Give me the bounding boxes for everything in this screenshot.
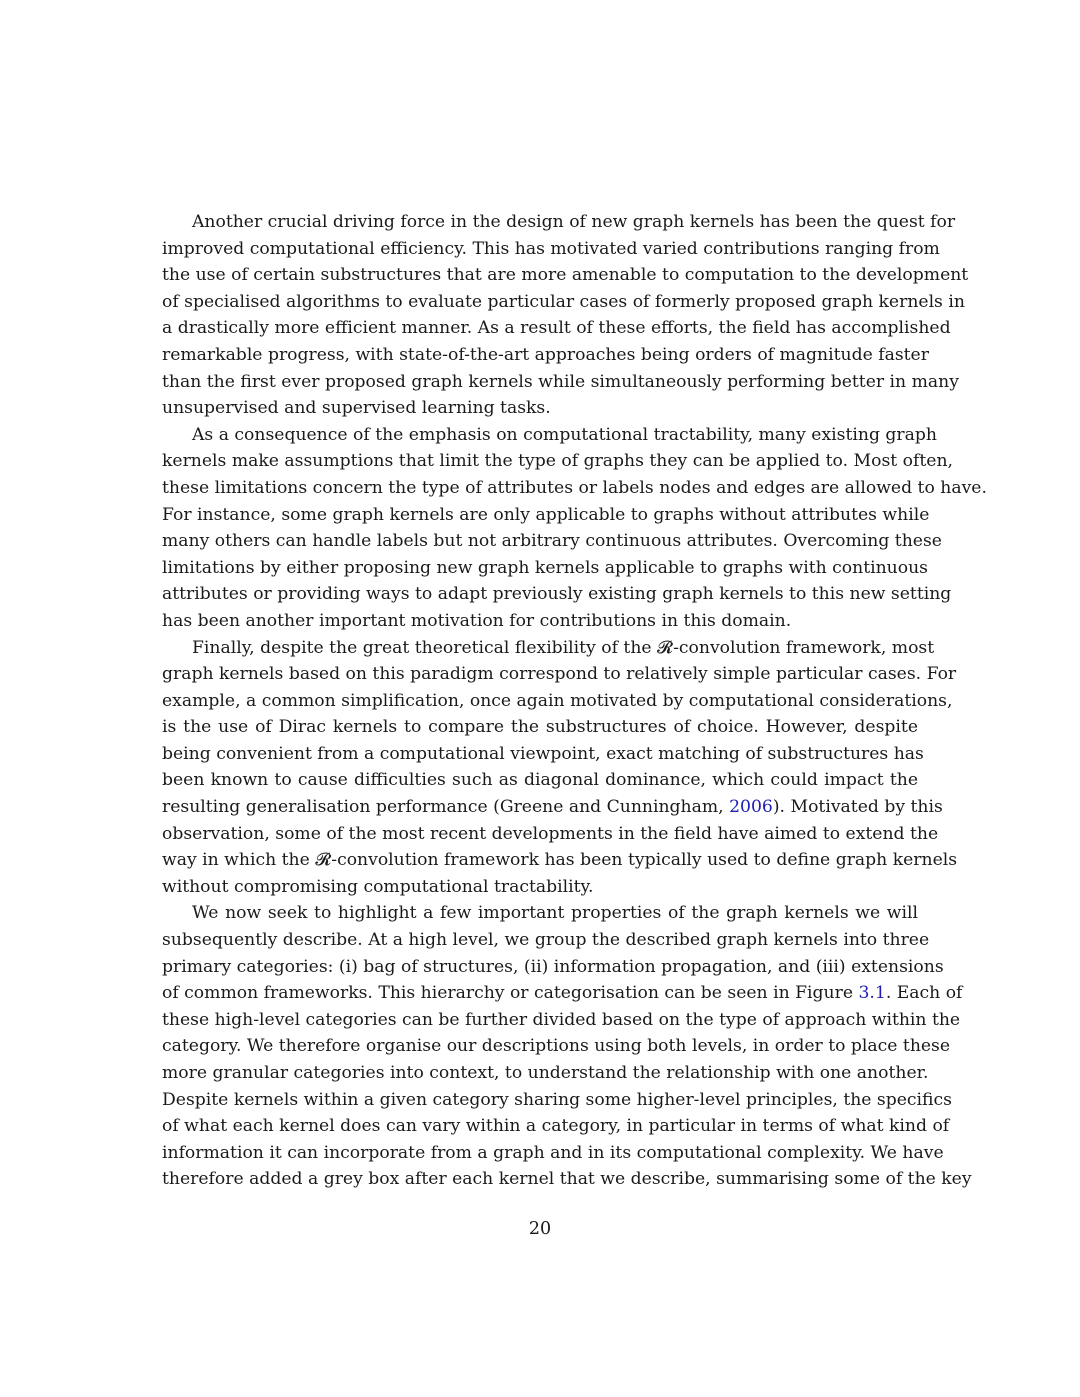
text-segment: ). Motivated by this (772, 797, 943, 818)
text-line: is the use of Dirac kernels to compare the substructures of choice. However, despite (162, 717, 918, 738)
text-line: Despite kernels within a given category sharing some higher-level principles, the specifics (162, 1089, 952, 1110)
text-line: limitations by either proposing new graph kernels applicable to graphs with continuous (162, 557, 928, 578)
paragraph (162, 900, 972, 1193)
text-line: remarkable progress, with state-of-the-art approaches being orders of magnitude faster (162, 344, 929, 365)
paragraph (162, 635, 958, 901)
text-line: subsequently describe. At a high level, we group the described graph kernels into three (162, 930, 930, 951)
text-line: primary categories: (i) bag of structures, (ii) information propagation, and (iii) extensions (162, 956, 944, 977)
page-number: 20 (528, 1219, 552, 1239)
text-line: without compromising computational tractability. (162, 876, 594, 897)
text-line (162, 980, 963, 1007)
text-line: We now seek to highlight a few important properties of the graph kernels we will (192, 903, 918, 924)
text-line: way in which the 𝓡-convolution framework has been typically used to define graph kernels (162, 850, 958, 871)
text-line: example, a common simplification, once again motivated by computational considerations, (162, 690, 953, 711)
paragraph (162, 209, 969, 422)
citation-link[interactable]: 2006 (729, 797, 773, 818)
text-line: unsupervised and supervised learning tasks. (162, 398, 551, 419)
text-line: For instance, some graph kernels are only applicable to graphs without attributes while (162, 504, 930, 525)
text-line: attributes or providing ways to adapt previously existing graph kernels to this new setting (162, 584, 952, 605)
text-line: of specialised algorithms to evaluate particular cases of formerly proposed graph kernels in (162, 291, 965, 312)
text-line: therefore added a grey box after each kernel that we describe, summarising some of the key (162, 1169, 972, 1190)
citation-link[interactable]: 3.1 (858, 983, 886, 1004)
text-line: has been another important motivation for contributions in this domain. (162, 610, 792, 631)
text-line: than the first ever proposed graph kernels while simultaneously performing better in many (162, 371, 959, 392)
text-line: being convenient from a computational viewpoint, exact matching of substructures has (162, 743, 924, 764)
text-line: As a consequence of the emphasis on computational tractability, many existing graph (192, 424, 937, 445)
text-line: information it can incorporate from a graph and in its computational complexity. We have (162, 1142, 944, 1163)
text-line: a drastically more efficient manner. As a result of these efforts, the field has accomplished (162, 318, 951, 339)
text-segment: resulting generalisation performance (Greene and Cunningham, (162, 797, 730, 818)
text-line: many others can handle labels but not arbitrary continuous attributes. Overcoming these (162, 531, 942, 552)
text-line: kernels make assumptions that limit the type of graphs they can be applied to. Most often, (162, 451, 953, 472)
paragraph (162, 422, 987, 635)
text-line: more granular categories into context, to understand the relationship with one another. (162, 1063, 929, 1083)
text-line: improved computational efficiency. This has motivated varied contributions ranging from (162, 238, 940, 259)
text-segment: of common frameworks. This hierarchy or categorisation can be seen in Figure (162, 983, 859, 1004)
text-line: observation, some of the most recent developments in the field have aimed to extend the (162, 823, 939, 844)
text-line: Finally, despite the great theoretical flexibility of the 𝓡-convolution framework, most (192, 637, 935, 658)
text-line: Another crucial driving force in the design of new graph kernels has been the quest for (192, 212, 956, 232)
text-line: been known to cause difficulties such as diagonal dominance, which could impact the (162, 770, 918, 791)
text-line: these high-level categories can be further divided based on the type of approach within the (162, 1009, 961, 1030)
text-line (162, 794, 943, 821)
body-text (162, 209, 987, 1193)
text-line: graph kernels based on this paradigm correspond to relatively simple particular cases. For (162, 664, 957, 685)
text-line: of what each kernel does can vary within a category, in particular in terms of what kind of (162, 1116, 950, 1137)
text-line: these limitations concern the type of attributes or labels nodes and edges are allowed to have. (162, 477, 987, 498)
text-line: category. We therefore organise our descriptions using both levels, in order to place these (162, 1036, 951, 1057)
text-segment: . Each of (885, 983, 963, 1004)
text-line: the use of certain substructures that are more amenable to computation to the development (162, 265, 969, 286)
